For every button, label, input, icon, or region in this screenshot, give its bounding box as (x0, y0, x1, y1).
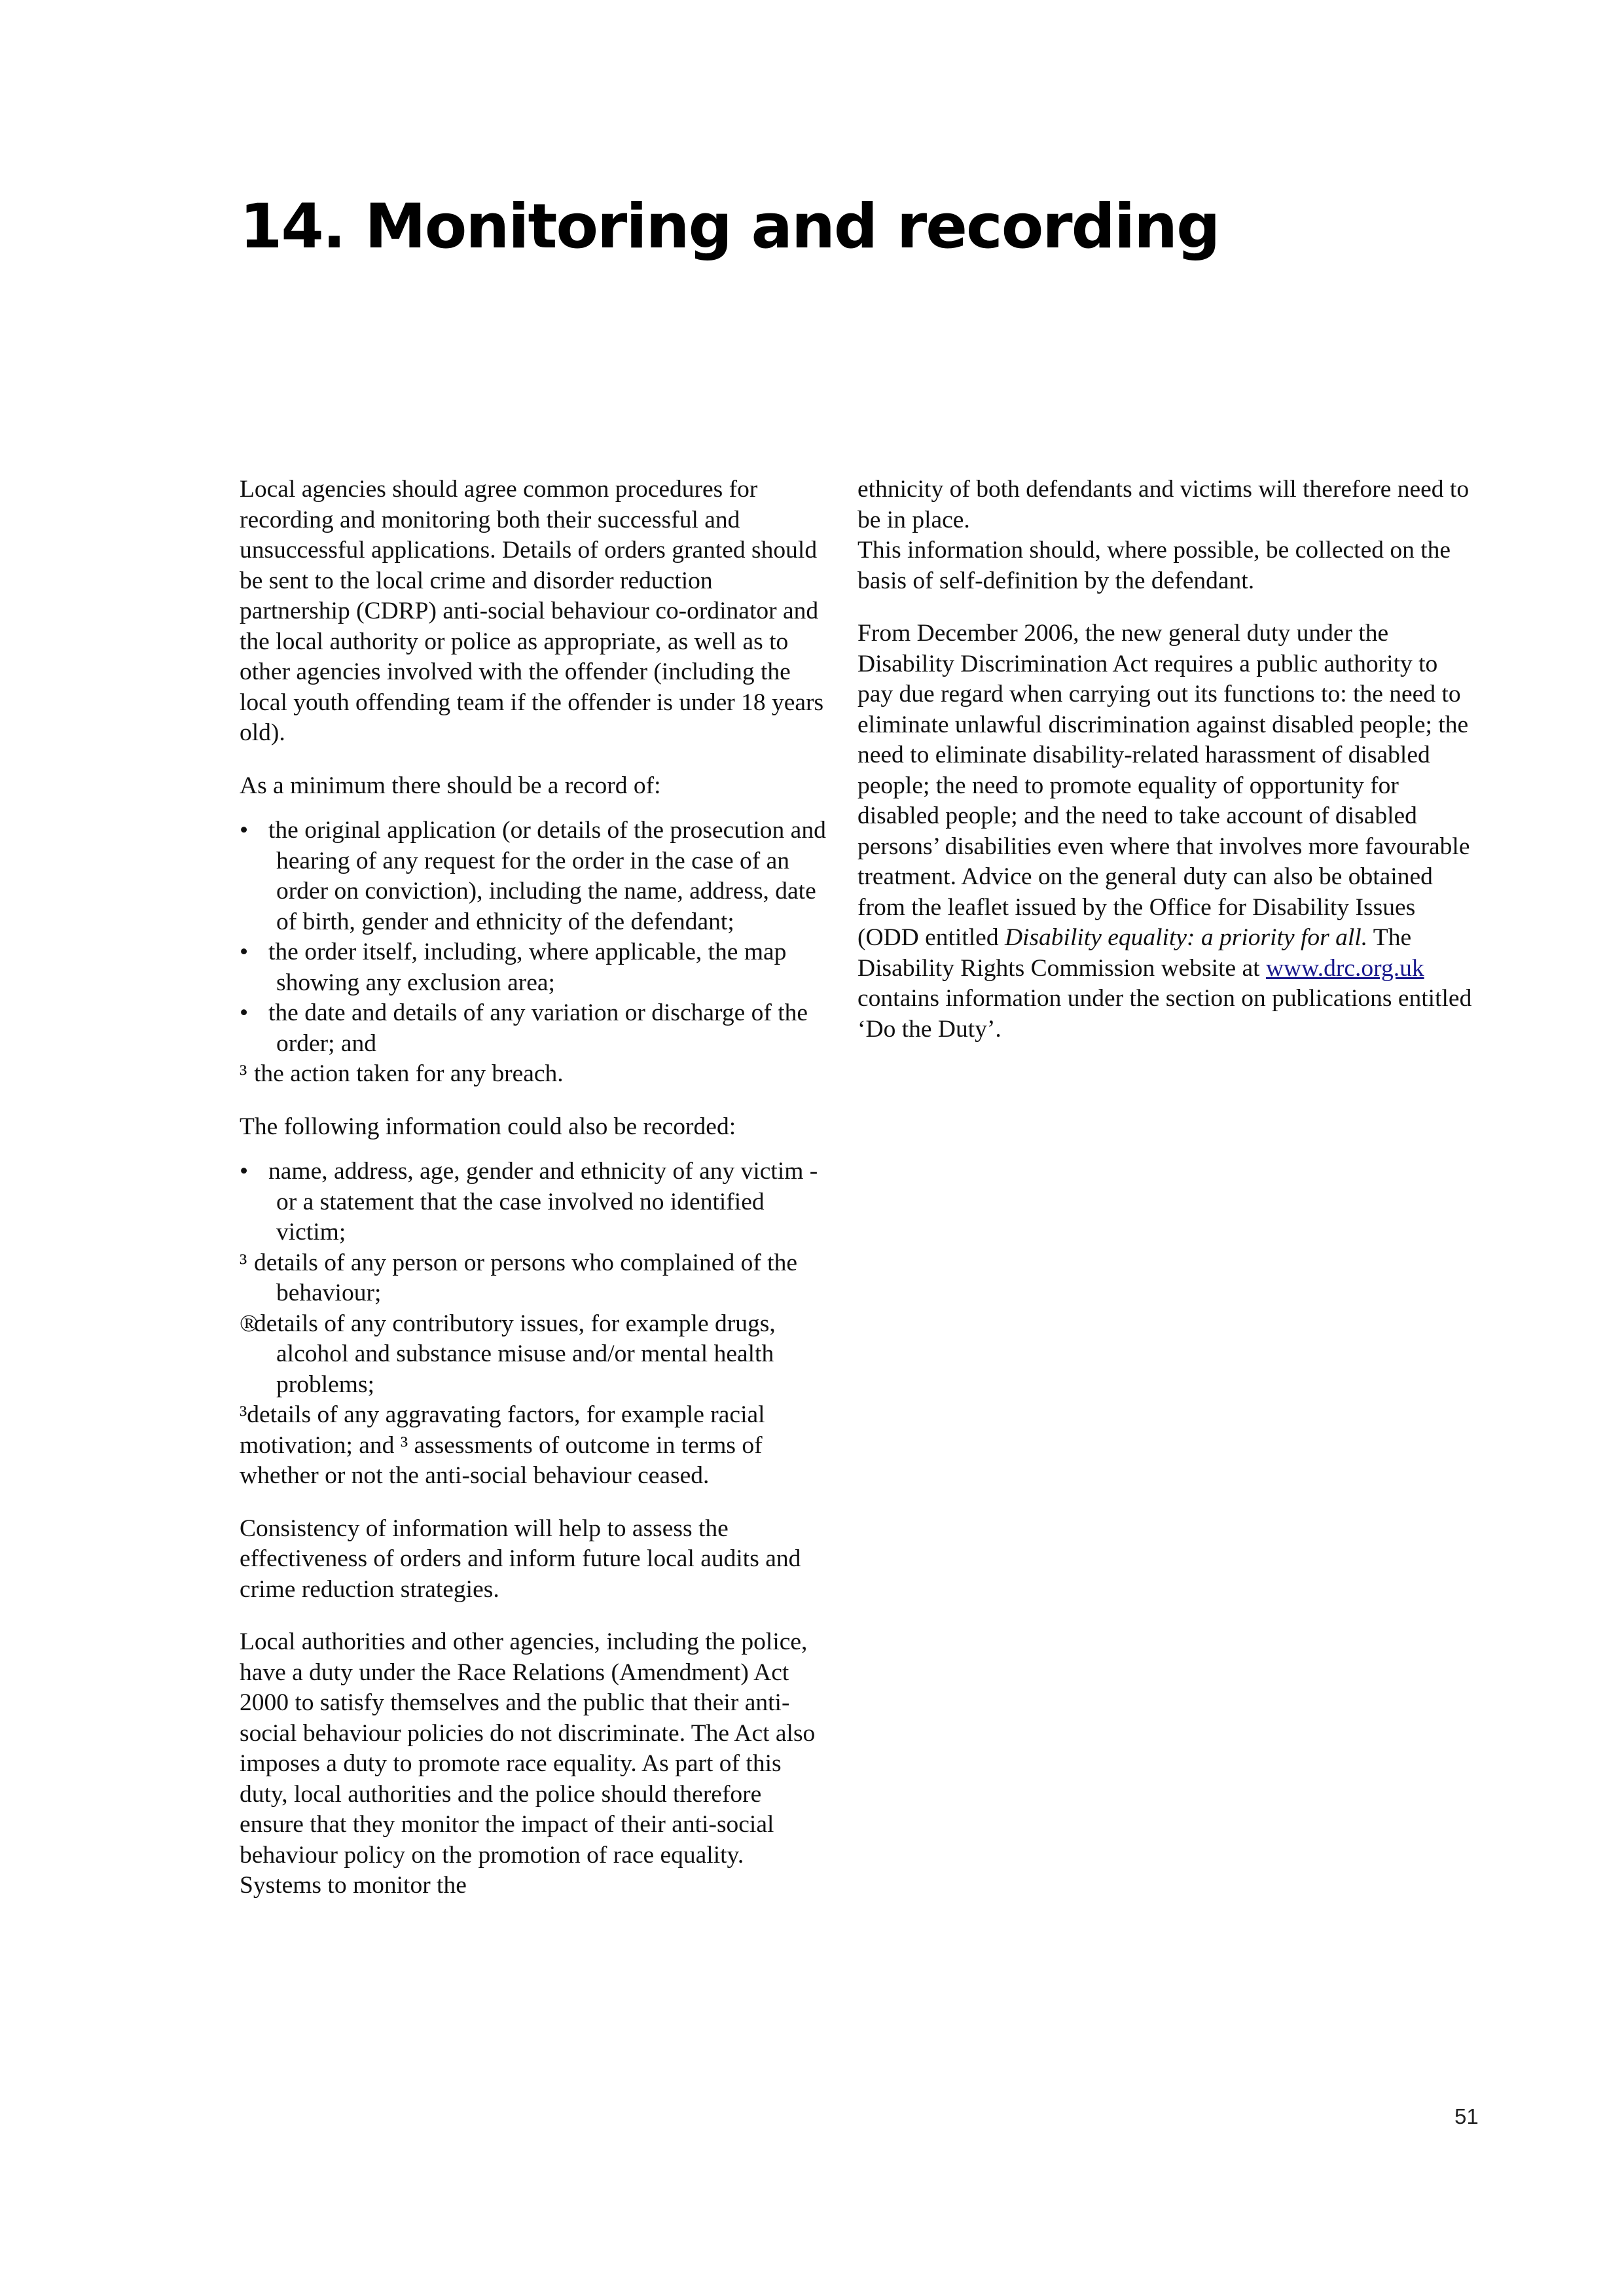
bullet-marker: • (240, 817, 249, 844)
disability-duty-paragraph: From December 2006, the new general duty under the Disability Discrimination Act requires a public authority to pay due regard when carrying out its functions to: the need to eliminate unlawful discrimination against disabled people; the need to eliminate disability-related harassment of disabled people; the need to promote equality of opportunity for disabled people; and the need to take account of disabled persons’ disabilities even where that involves more favourable treatment. Advice on the general duty can also be obtained from the leaflet issued by the Office for Disability Issues (ODD entitled Disability equality: a priority for all. The Disability Rights Commission website at www.drc.org.uk contains information under the section on publications entitled ‘Do the Duty’. (857, 620, 1472, 1043)
list-item: • the order itself, including, where applicable, the map showing any exclusion area; (240, 939, 787, 996)
bullet-marker: • (240, 1158, 249, 1185)
drc-website-link[interactable]: www.drc.org.uk (1265, 954, 1424, 982)
list-item-combined: ³details of any aggravating factors, for example racial motivation; and ³ assessments of outcome in terms of whether or not the anti-social behaviour ceased. (240, 1401, 765, 1489)
ethnicity-paragraph: ethnicity of both defendants and victims will therefore need to be in place. (857, 476, 1470, 533)
bullet-marker: ³ (240, 1249, 247, 1276)
bullet-marker: ³ (400, 1431, 408, 1459)
consistency-paragraph: Consistency of information will help to assess the effectiveness of orders and inform future local audits and crime reduction strategies. (240, 1515, 801, 1603)
left-column (240, 475, 829, 1924)
bullet-marker: ³ (240, 1060, 247, 1087)
right-column (857, 475, 1473, 1067)
optional-record-lead: The following information could also be recorded: (240, 1113, 736, 1140)
list-item: ®details of any contributory issues, for example drugs, alcohol and substance misuse and/or mental health problems; (240, 1310, 776, 1398)
minimum-record-lead: As a minimum there should be a record of: (240, 772, 661, 799)
self-definition-paragraph: This information should, where possible, be collected on the basis of self-definition by the defendant. (857, 537, 1451, 594)
list-item: • the original application (or details of the prosecution and hearing of any request for the order in the case of an order on conviction), including the name, address, date of birth, gender and ethnicity of the defendant; (240, 817, 826, 935)
minimum-record-list (240, 816, 829, 1090)
list-item: • name, address, age, gender and ethnicity of any victim - or a statement that the case involved no identified victim; (240, 1158, 818, 1246)
bullet-marker: ® (240, 1310, 259, 1337)
list-item: • the date and details of any variation or discharge of the order; and (240, 999, 808, 1057)
bullet-marker: • (240, 939, 249, 965)
publication-title: Disability equality: a priority for all. (1004, 924, 1368, 951)
optional-record-list (240, 1157, 829, 1400)
bullet-marker: • (240, 999, 249, 1026)
page-title: 14. Monitoring and recording (240, 191, 1219, 262)
list-item: ³ the action taken for any breach. (240, 1059, 829, 1090)
page-number: 51 (1454, 2104, 1479, 2128)
bullet-marker: ³ (240, 1401, 247, 1428)
list-item: ³ details of any person or persons who complained of the behaviour; (240, 1249, 797, 1306)
intro-paragraph: Local agencies should agree common procedures for recording and monitoring both their successful and unsuccessful applications. Details of orders granted should be sent to the local crime and disorder reduction partnership (CDRP) anti-social behaviour co-ordinator and the local authority or police as appropriate, as well as to other agencies involved with the offender (including the local youth offending team if the offender is under 18 years old). (240, 476, 824, 746)
race-relations-paragraph: Local authorities and other agencies, including the police, have a duty under the Race Relations (Amendment) Act 2000 to satisfy themselves and the public that their anti-social behaviour policies do not discriminate. The Act also imposes a duty to promote race equality. As part of this duty, local authorities and the police should therefore ensure that they monitor the impact of their anti-social behaviour policy on the promotion of race equality. Systems to monitor the (240, 1628, 816, 1899)
